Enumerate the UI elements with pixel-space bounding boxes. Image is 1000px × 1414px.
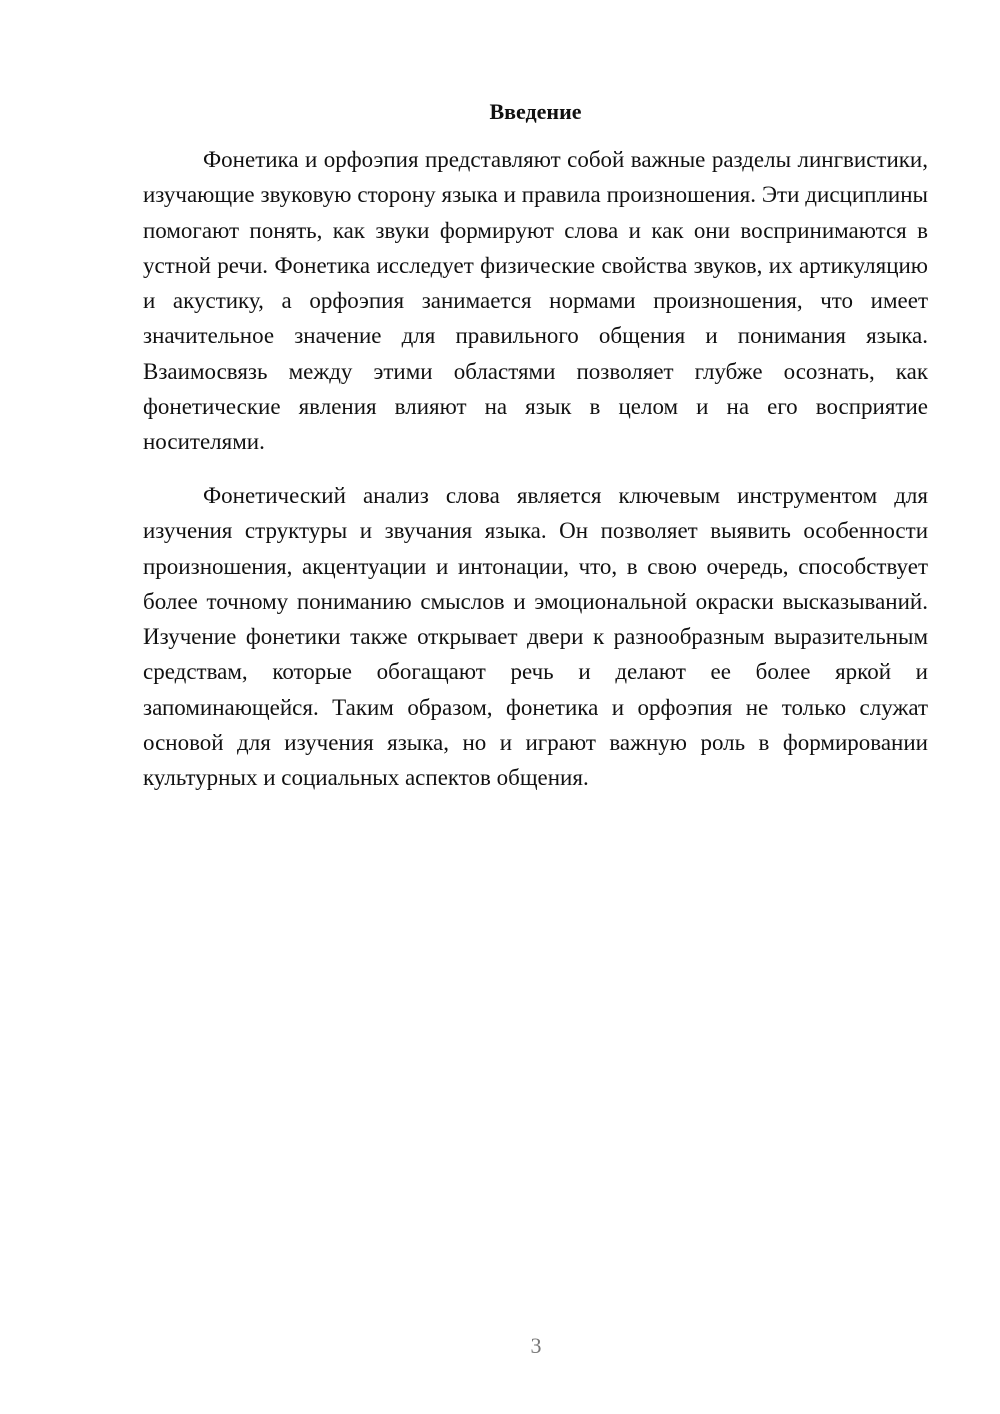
section-heading: Введение	[489, 99, 582, 124]
paragraph-1: Фонетика и орфоэпия представляют собой важные разделы лингвистики, изучающие звуковую сторону языка и правила произношения. Эти дисциплины помогают понять, как звуки формируют слова и как они воспринимаются в устной речи. Фонетика исследует физические свойства звуков, их артикуляцию и акустику, а орфоэпия занимается нормами произношения, что имеет значительное значение для правильного общения и понимания языка. Взаимосвязь между этими областями позволяет глубже осознать, как фонетические явления влияют на язык в целом и на его восприятие носителями.	[143, 147, 928, 455]
paragraph-2: Фонетический анализ слова является ключевым инструментом для изучения структуры и звучания языка. Он позволяет выявить особенности произношения, акцентуации и интонации, что, в свою очередь, способствует более точному пониманию смыслов и эмоциональной окраски высказываний. Изучение фонетики также открывает двери к разнообразным выразительным средствам, которые обогащают речь и делают ее более яркой и запоминающейся. Таким образом, фонетика и орфоэпия не только служат основой для изучения языка, но и играют важную роль в формировании культурных и социальных аспектов общения.	[143, 483, 928, 791]
page-number: 3	[530, 1333, 542, 1358]
